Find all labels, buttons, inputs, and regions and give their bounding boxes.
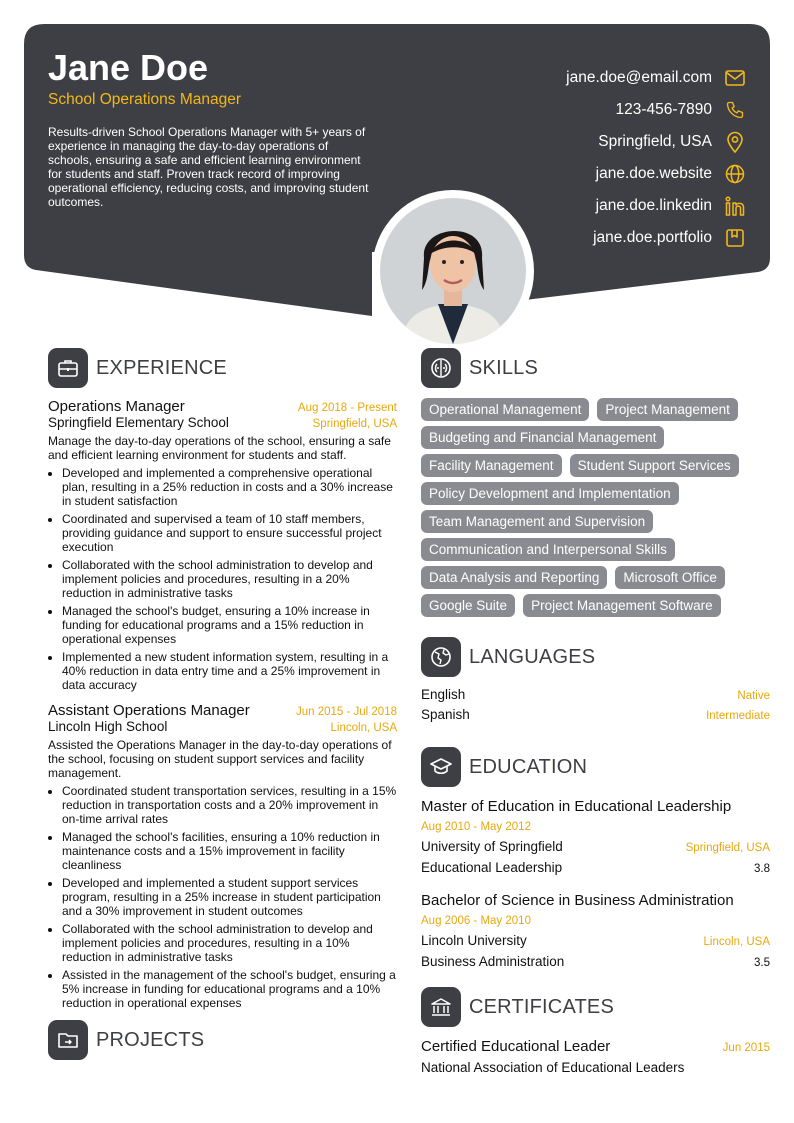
achievement-item: • Assisted in the management of the school's budget, ensuring a 5% increase in funding for educational programs and a 10% reduction in operational expenses <box>62 968 397 1010</box>
profile-photo <box>372 190 534 352</box>
certificate-row <box>421 1037 770 1057</box>
candidate-name: Jane Doe <box>48 47 209 88</box>
education-title: EDUCATION <box>469 755 588 778</box>
contact-portfolio[interactable] <box>566 222 746 254</box>
job-title: Operations Manager <box>48 398 185 415</box>
certificates-section-header <box>421 987 770 1027</box>
contact-location <box>566 126 746 158</box>
job-entry <box>48 702 397 1010</box>
location-icon <box>724 131 746 153</box>
education-field-row <box>421 952 770 973</box>
language-level: Native <box>737 690 770 702</box>
degree-title: Bachelor of Science in Business Administration <box>421 892 734 909</box>
contact-email[interactable] <box>566 62 746 94</box>
contact-website-text[interactable]: jane.doe.website <box>595 165 712 182</box>
language-name: English <box>421 687 466 702</box>
certificate-entry <box>421 1037 770 1079</box>
contact-linkedin-text[interactable]: jane.doe.linkedin <box>595 197 712 214</box>
education-dates: Aug 2006 - May 2010 <box>421 915 531 927</box>
portfolio-icon <box>724 227 746 249</box>
achievement-item: • Developed and implemented a student support services program, resulting in a 25% increase in student participation and a 30% improvement in student outcomes <box>62 876 397 918</box>
education-dates: Aug 2010 - May 2012 <box>421 821 531 833</box>
contact-phone-text[interactable]: 123-456-7890 <box>615 101 712 118</box>
certificate-name: Certified Educational Leader <box>421 1038 611 1055</box>
job-location: Springfield, USA <box>312 418 397 430</box>
skill-tag: Operational Management <box>421 398 589 421</box>
folder-icon <box>48 1020 88 1060</box>
school-name: Lincoln University <box>421 933 527 948</box>
language-list <box>421 687 770 727</box>
skill-tag: Project Management <box>597 398 738 421</box>
gpa-value: 3.5 <box>754 957 770 969</box>
skills-title: SKILLS <box>469 356 539 379</box>
skills-section-header <box>421 348 770 388</box>
field-of-study: Educational Leadership <box>421 860 563 875</box>
language-level: Intermediate <box>706 710 770 722</box>
brain-icon <box>421 348 461 388</box>
contact-website[interactable] <box>566 158 746 190</box>
job-entry <box>48 398 397 692</box>
education-school-row <box>421 837 770 858</box>
skill-tag: Data Analysis and Reporting <box>421 566 607 589</box>
education-entry <box>421 891 770 973</box>
certificates-title: CERTIFICATES <box>469 995 615 1018</box>
contact-list <box>566 62 746 254</box>
contact-phone[interactable] <box>566 94 746 126</box>
skill-tag: Facility Management <box>421 454 562 477</box>
school-name: University of Springfield <box>421 839 563 854</box>
school-location: Springfield, USA <box>685 842 770 854</box>
contact-email-text[interactable]: jane.doe@email.com <box>566 69 712 86</box>
education-section-header <box>421 747 770 787</box>
profile-summary: Results-driven School Operations Manager with 5+ years of experience in managing the day-to-day operations of schools, ensuring a safe and efficient learning environment for students and staff. Proven track record of improving operational efficiency, reducing costs, and improving student outcomes. <box>48 125 369 209</box>
achievement-item: • Implemented a new student information system, resulting in a 40% reduction in data entry time and a 25% improvement in data accuracy <box>62 650 397 692</box>
job-description: Manage the day-to-day operations of the school, ensuring a safe and efficient learning environment for students and staff. <box>48 434 391 462</box>
achievement-item: • Coordinated and supervised a team of 10 staff members, providing guidance and support to ensure successful project execution <box>62 512 397 554</box>
education-field-row <box>421 858 770 879</box>
institution-icon <box>421 987 461 1027</box>
projects-section-header <box>48 1020 397 1060</box>
job-title: Assistant Operations Manager <box>48 702 250 719</box>
right-column <box>421 348 770 1079</box>
language-name: Spanish <box>421 707 470 722</box>
job-achievements <box>48 784 397 1010</box>
contact-portfolio-text[interactable]: jane.doe.portfolio <box>593 229 712 246</box>
candidate-role: School Operations Manager <box>48 91 242 108</box>
graduation-cap-icon <box>421 747 461 787</box>
profile-photo-image <box>380 198 526 344</box>
skill-tag: Policy Development and Implementation <box>421 482 679 505</box>
certificate-issuer: National Association of Educational Leaders <box>421 1060 685 1075</box>
field-of-study: Business Administration <box>421 954 565 969</box>
achievement-item: • Managed the school's budget, ensuring a 10% increase in funding for educational programs and a 15% reduction in operational expenses <box>62 604 397 646</box>
skill-tag: Google Suite <box>421 594 515 617</box>
education-school-row <box>421 931 770 952</box>
achievement-item: • Coordinated student transportation services, resulting in a 15% reduction in transportation costs and a 20% improvement in on-time arrival rates <box>62 784 397 826</box>
phone-icon <box>724 99 746 121</box>
mail-icon <box>724 67 746 89</box>
skill-tag: Project Management Software <box>523 594 721 617</box>
job-company: Springfield Elementary School <box>48 415 229 430</box>
skill-tag: Microsoft Office <box>615 566 725 589</box>
skill-tag: Team Management and Supervision <box>421 510 653 533</box>
certificate-date: Jun 2015 <box>722 1042 770 1054</box>
job-description: Assisted the Operations Manager in the day-to-day operations of the school, focusing on student support services and facility management. <box>48 738 392 780</box>
skill-tag: Budgeting and Financial Management <box>421 426 664 449</box>
skills-tag-list <box>421 398 770 617</box>
job-dates: Jun 2015 - Jul 2018 <box>295 706 397 718</box>
job-company: Lincoln High School <box>48 719 168 734</box>
achievement-item: • Developed and implemented a comprehensive operational plan, resulting in a 25% reduction in costs and a 30% increase in student satisfaction <box>62 466 397 508</box>
school-location: Lincoln, USA <box>703 936 770 948</box>
contact-linkedin[interactable] <box>566 190 746 222</box>
achievement-item: • Managed the school's facilities, ensuring a 10% reduction in maintenance costs and a 15% improvement in facility cleanliness <box>62 830 397 872</box>
languages-title: LANGUAGES <box>469 645 596 668</box>
experience-section-header <box>48 348 397 388</box>
gpa-value: 3.8 <box>754 863 770 875</box>
briefcase-icon <box>48 348 88 388</box>
language-icon <box>421 637 461 677</box>
achievement-item: • Collaborated with the school administration to develop and implement policies and procedures, resulting in a 10% reduction in administrative tasks <box>62 922 397 964</box>
linkedin-icon <box>724 195 746 217</box>
globe-icon <box>724 163 746 185</box>
language-row <box>421 707 770 727</box>
experience-title: EXPERIENCE <box>96 356 227 379</box>
education-entry <box>421 797 770 879</box>
left-column <box>48 348 397 1070</box>
contact-location-text: Springfield, USA <box>598 133 712 150</box>
languages-section-header <box>421 637 770 677</box>
skill-tag: Communication and Interpersonal Skills <box>421 538 675 561</box>
job-dates: Aug 2018 - Present <box>297 402 397 414</box>
achievement-item: • Collaborated with the school administration to develop and implement policies and procedures, resulting in a 20% reduction in administrative tasks <box>62 558 397 600</box>
language-row <box>421 687 770 707</box>
job-location: Lincoln, USA <box>330 722 397 734</box>
skill-tag: Student Support Services <box>570 454 739 477</box>
projects-title: PROJECTS <box>96 1028 205 1051</box>
degree-title: Master of Education in Educational Leadership <box>421 798 732 815</box>
job-achievements <box>48 466 397 692</box>
